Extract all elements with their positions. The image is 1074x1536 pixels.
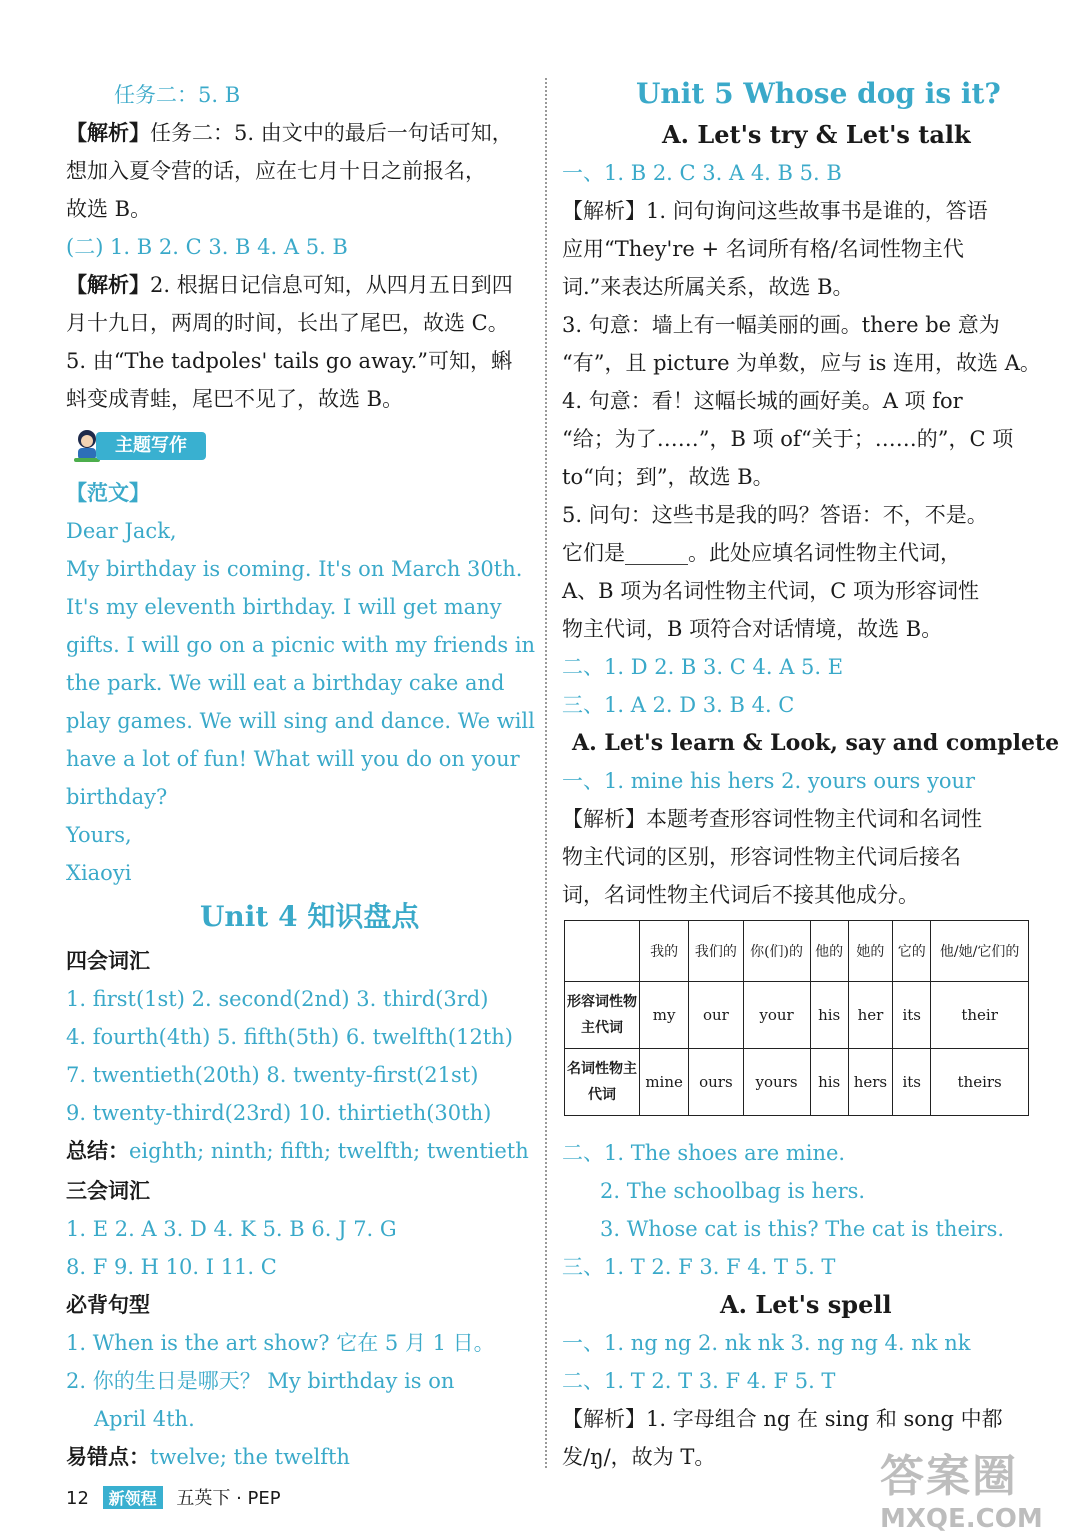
vocab4-heading: 四会词汇	[66, 949, 150, 973]
table-cell: his	[810, 1049, 848, 1116]
table-cell: hers	[848, 1049, 892, 1116]
page-number: 12	[66, 1488, 89, 1509]
a1-analysis: A、B 项为名词性物主代词，C 项为形容词性	[562, 579, 980, 603]
section-spell: A. Let's spell	[720, 1290, 892, 1319]
page-footer	[66, 1484, 281, 1510]
watermark-line2: MXQE.COM	[880, 1504, 1043, 1534]
letter-line: It's my eleventh birthday. I will get many	[66, 595, 502, 619]
c-analysis: 发/ŋ/，故为 T。	[562, 1445, 716, 1469]
letter-line: birthday?	[66, 785, 168, 809]
table-cell: yours	[743, 1049, 810, 1116]
writing-tag	[66, 428, 216, 464]
part2-analysis-4: 蚪变成青蛙，尾巴不见了，故选 B。	[66, 387, 404, 411]
row-label-adjective: 形容词性物主代词	[565, 982, 640, 1049]
b2-line: 2. The schoolbag is hers.	[600, 1179, 866, 1203]
summary-line	[66, 1136, 529, 1166]
summary-text: eighth; ninth; fifth; twelfth; twentieth	[129, 1139, 529, 1163]
letter-line: the park. We will eat a birthday cake and	[66, 671, 505, 695]
part2-analysis-1	[66, 270, 513, 300]
part2-analysis-text: 2. 根据日记信息可知，从四月五日到四	[150, 273, 513, 297]
table-cell: my	[640, 982, 689, 1049]
sample-label: 【范文】	[66, 480, 150, 505]
task2-analysis-text: 任务二：5. 由文中的最后一句话可知，	[150, 121, 513, 145]
a2-answers: 二、1. D 2. B 3. C 4. A 5. E	[562, 655, 844, 679]
c2-answers: 二、1. T 2. T 3. F 4. F 5. T	[562, 1369, 836, 1393]
sentence-1: 1. When is the art show? 它在 5 月 1 日。	[66, 1331, 495, 1355]
section-try-talk: A. Let's try & Let's talk	[662, 120, 971, 149]
table-cell: their	[931, 982, 1029, 1049]
error-label: 易错点：	[66, 1445, 150, 1469]
table-header: 我们的	[689, 921, 743, 982]
task2-analysis-1	[66, 118, 513, 148]
a1-analysis: 物主代词，B 项符合对话情境，故选 B。	[562, 617, 943, 641]
task2-analysis-2: 想加入夏令营的话，应在七月十日之前报名，	[66, 159, 486, 183]
letter-line: have a lot of fun! What will you do on your	[66, 747, 520, 771]
table-header: 他的	[810, 921, 848, 982]
brand-badge: 新领程	[103, 1486, 163, 1509]
analysis-label: 【解析】	[66, 272, 150, 297]
a3-answers: 三、1. A 2. D 3. B 4. C	[562, 693, 795, 717]
unit5-title: Unit 5 Whose dog is it?	[636, 77, 1001, 110]
table-header: 他/她/它们的	[931, 921, 1029, 982]
b1-analysis: 【解析】本题考查形容词性物主代词和名词性	[562, 807, 982, 831]
part2-analysis-2: 月十九日，两周的时间，长出了尾巴，故选 C。	[66, 311, 509, 335]
watermark	[880, 1440, 1060, 1534]
sentence-2: 2. 你的生日是哪天？ My birthday is on	[66, 1369, 455, 1393]
row-label-noun: 名词性物主代词	[565, 1049, 640, 1116]
letter-line: gifts. I will go on a picnic with my friends in	[66, 633, 536, 657]
pronoun-table	[564, 920, 1029, 1116]
letter-line: Dear Jack,	[66, 519, 177, 543]
table-cell: ours	[689, 1049, 743, 1116]
b1-analysis: 词，名词性物主代词后不接其他成分。	[562, 883, 919, 907]
table-row	[565, 1049, 1029, 1116]
b2-line: 3. Whose cat is this? The cat is theirs.	[600, 1217, 1005, 1241]
sentence-heading: 必背句型	[66, 1293, 150, 1317]
table-header: 你(们)的	[743, 921, 810, 982]
vocab4-row: 9. twenty-third(23rd) 10. thirtieth(30th)	[66, 1101, 492, 1125]
sentence-2-cont: April 4th.	[94, 1407, 195, 1431]
table-row	[565, 982, 1029, 1049]
writing-tag-label: 主题写作	[96, 432, 206, 460]
a1-analysis: 5. 问句：这些书是我的吗？答语：不，不是。	[562, 503, 988, 527]
vocab4-row: 4. fourth(4th) 5. fifth(5th) 6. twelfth(12th)	[66, 1025, 513, 1049]
c-analysis: 【解析】1. 字母组合 ng 在 sing 和 song 中都	[562, 1407, 1003, 1431]
vocab3-row: 1. E 2. A 3. D 4. K 5. B 6. J 7. G	[66, 1217, 397, 1241]
b2-line: 二、1. The shoes are mine.	[562, 1141, 846, 1165]
grade-label: 五英下 · PEP	[176, 1488, 281, 1509]
vocab4-row: 1. first(1st) 2. second(2nd) 3. third(3rd)	[66, 987, 489, 1011]
table-corner	[565, 921, 640, 982]
vocab3-heading: 三会词汇	[66, 1179, 150, 1203]
letter-line: My birthday is coming. It's on March 30th.	[66, 557, 523, 581]
table-cell: its	[893, 1049, 931, 1116]
table-header: 她的	[848, 921, 892, 982]
vocab4-row: 7. twentieth(20th) 8. twenty-first(21st)	[66, 1063, 479, 1087]
table-cell: its	[893, 982, 931, 1049]
b1-answers: 一、1. mine his hers 2. yours ours your	[562, 769, 976, 793]
letter-line: Yours,	[66, 823, 132, 847]
part2-answers: (二) 1. B 2. C 3. B 4. A 5. B	[66, 235, 348, 259]
table-cell: mine	[640, 1049, 689, 1116]
table-header: 它的	[893, 921, 931, 982]
table-cell: her	[848, 982, 892, 1049]
task2-answer: 任务二：5. B	[114, 83, 241, 107]
b3-answers: 三、1. T 2. F 3. F 4. T 5. T	[562, 1255, 836, 1279]
a1-analysis: 4. 句意：看！这幅长城的画好美。A 项 for	[562, 389, 963, 413]
vocab3-row: 8. F 9. H 10. I 11. C	[66, 1255, 277, 1279]
letter-line: Xiaoyi	[66, 861, 132, 885]
error-text: twelve; the twelfth	[150, 1445, 350, 1469]
table-cell: his	[810, 982, 848, 1049]
letter-line: play games. We will sing and dance. We will	[66, 709, 535, 733]
c1-answers: 一、1. ng ng 2. nk nk 3. ng ng 4. nk nk	[562, 1331, 971, 1355]
table-cell: your	[743, 982, 810, 1049]
section-learn: A. Let's learn & Look, say and complete	[572, 730, 1060, 756]
a1-analysis: 应用“They're + 名词所有格/名词性物主代	[562, 237, 964, 261]
watermark-line1: 答案圈	[880, 1451, 1018, 1502]
a1-analysis: 它们是______。此处应填名词性物主代词，	[562, 541, 961, 565]
column-divider	[545, 78, 547, 1468]
a1-answers: 一、1. B 2. C 3. A 4. B 5. B	[562, 161, 842, 185]
a1-analysis: 词.”来表达所属关系，故选 B。	[562, 275, 854, 299]
task2-analysis-3: 故选 B。	[66, 197, 152, 221]
part2-analysis-3: 5. 由“The tadpoles' tails go away.”可知，蝌	[66, 349, 513, 373]
a1-analysis: “给；为了……”，B 项 of“关于；……的”，C 项	[562, 427, 1014, 451]
a1-analysis: 3. 句意：墙上有一幅美丽的画。there be 意为	[562, 313, 1000, 337]
table-header-row	[565, 921, 1029, 982]
analysis-label: 【解析】	[66, 120, 150, 145]
a1-analysis: 【解析】1. 问句询问这些故事书是谁的，答语	[562, 199, 988, 223]
error-line	[66, 1442, 350, 1472]
table-header: 我的	[640, 921, 689, 982]
table-cell: theirs	[931, 1049, 1029, 1116]
table-cell: our	[689, 982, 743, 1049]
summary-label: 总结：	[66, 1139, 129, 1163]
a1-analysis: “有”，且 picture 为单数，应与 is 连用，故选 A。	[562, 351, 1041, 375]
a1-analysis: to“向；到”，故选 B。	[562, 465, 774, 489]
b1-analysis: 物主代词的区别，形容词性物主代词后接名	[562, 845, 961, 869]
unit4-title: Unit 4 知识盘点	[200, 900, 420, 933]
